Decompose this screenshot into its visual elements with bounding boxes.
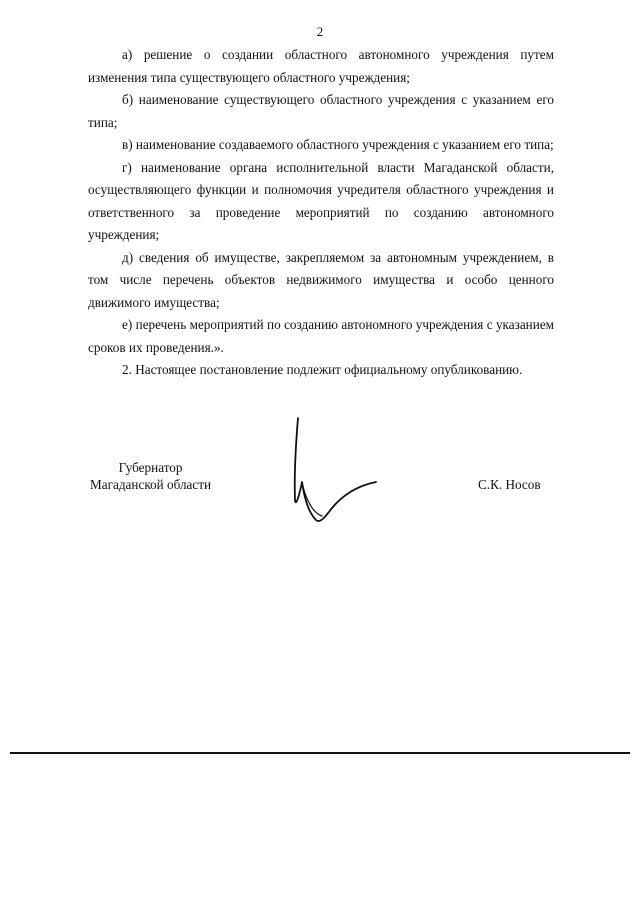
paragraph-2: 2. Настоящее постановление подлежит официальному опубликованию. (122, 362, 523, 377)
paragraph-v: в) наименование создаваемого областного учреждения с указанием его типа; (122, 137, 554, 152)
signatory-position (90, 460, 211, 493)
signatory-name: С.К. Носов (478, 477, 541, 492)
bottom-divider (10, 752, 630, 754)
paragraph-a: а) решение о создании областного автономного учреждения путем изменения типа существующего областного учреждения; (88, 47, 554, 85)
paragraph-d: д) сведения об имуществе, закрепляемом за автономным учреждением, в том числе перечень объектов недвижимого имущества и особо ценного движимого имущества; (88, 249, 554, 310)
signatory-region: Магаданской области (90, 476, 212, 492)
signatory-title: Губернатор (118, 460, 183, 475)
paragraph-b: б) наименование существующего областного учреждения с указанием его типа; (88, 92, 554, 130)
paragraph-g: г) наименование органа исполнительной власти Магаданской области, осуществляющего функции и полномочия учредителя областного учреждения и ответственного за проведение мероприятий по созданию автономного учреждения; (88, 159, 554, 242)
page-number: 2 (316, 24, 324, 39)
handwritten-signature (286, 412, 386, 532)
paragraph-e: е) перечень мероприятий по созданию автономного учреждения с указанием сроков их проведения.». (88, 317, 554, 355)
document-body (88, 44, 554, 382)
